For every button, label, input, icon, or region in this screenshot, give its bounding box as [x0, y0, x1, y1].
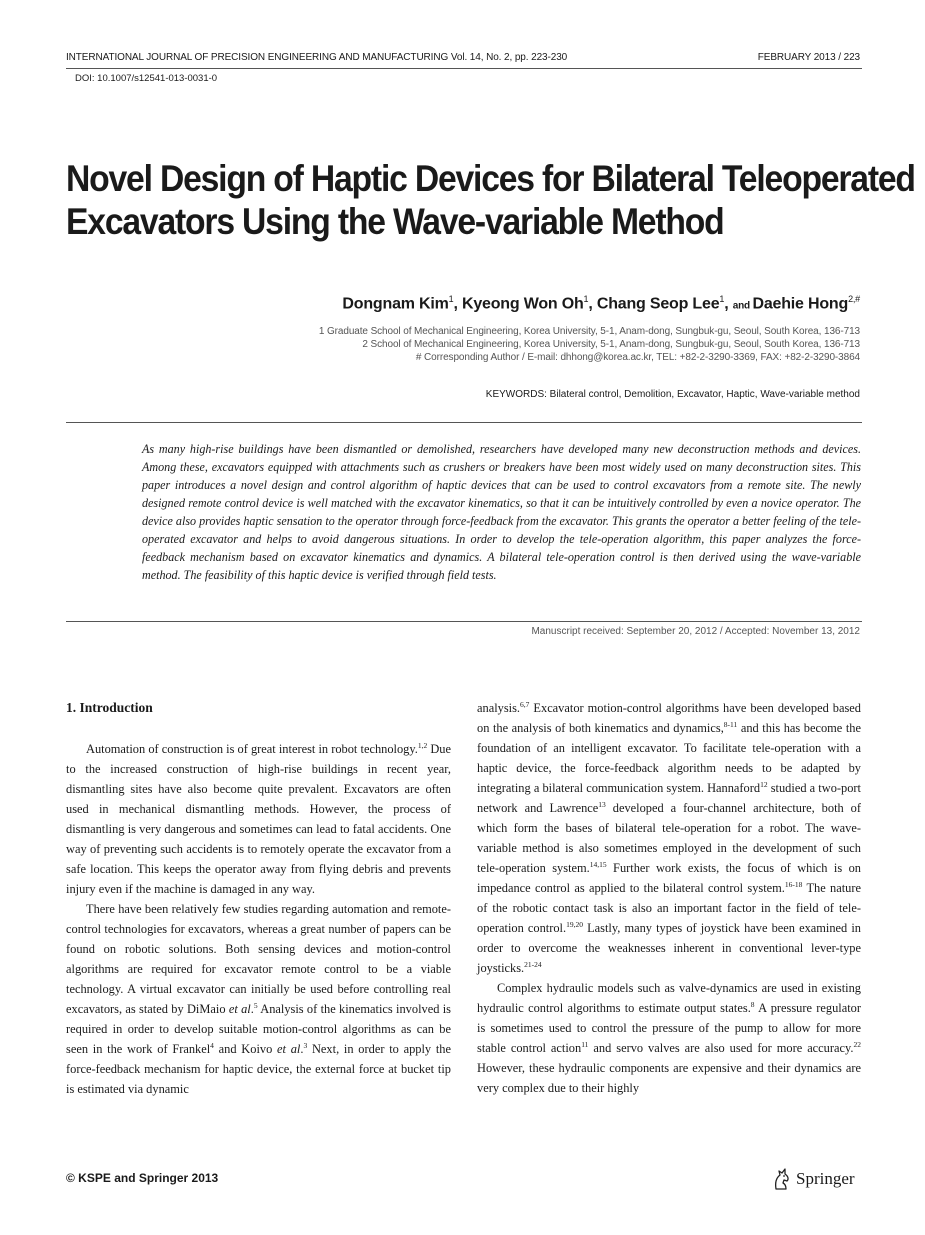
- abstract-top-rule: [66, 422, 862, 423]
- issue-date-page: FEBRUARY 2013 / 223: [757, 52, 860, 63]
- running-head: [66, 52, 860, 63]
- citation-ref: 1,2: [417, 740, 428, 750]
- citation-ref: 5: [253, 1000, 258, 1010]
- journal-info: INTERNATIONAL JOURNAL OF PRECISION ENGINEERING AND MANUFACTURING Vol. 14, No. 2, pp. 223-230: [66, 52, 568, 63]
- author-name: Dongnam Kim: [342, 295, 449, 313]
- citation-ref: 3: [303, 1040, 308, 1050]
- section-heading: 1. Introduction: [66, 700, 153, 715]
- title-line-1: Novel Design of Haptic Devices for Bilateral Teleoperated: [66, 158, 915, 199]
- doi: DOI: 10.1007/s12541-013-0031-0: [75, 73, 218, 84]
- keywords: KEYWORDS: Bilateral control, Demolition, Excavator, Haptic, Wave-variable method: [485, 389, 860, 400]
- citation-ref: 11: [581, 1039, 589, 1049]
- abstract: As many high-rise buildings have been dismantled or demolished, researchers have developed many new deconstruction methods and devices. Among these, excavators equipped with attachments such as crushers or breakers have been most widely used on many deconstruction sites. This paper introduces a novel design and control algorithm of haptic devices that can be used to control excavators from a remote site. The newly designed remote control device is well matched with the excavator kinematics, so that it can be intuitively controlled by even a novice operator. The device also provides haptic sensation to the operator through force-feedback from the excavator. This grants the operator a better feeling of the tele-operated excavator and helps to avoid dangerous situations. In order to develop the tele-operation algorithm, this paper analyzes the force-feedback mechanism based on excavator kinematics and dynamics. A bilateral tele-operation control is then derived using the wave-variable method. The feasibility of this haptic device is verified through field tests.: [142, 442, 861, 582]
- citation-ref: 14,15: [589, 859, 607, 869]
- affiliation-1: 1 Graduate School of Mechanical Engineering, Korea University, 5-1, Anam-dong, Sungbuk-gu, Seoul, South Korea, 136-713: [318, 326, 860, 337]
- paragraph-3: analysis.$^{6,7}$ Excavator motion-control algorithms have been developed based on the analysis of both kinematics and dynamics,$^{8-11}$ and this has become the foundation of an intelligent excavator. To facilitate tele-operation with a haptic device, the force-feedback algorithm needs to be adapted by integrating a bilateral communication system. Hannaford$^{12}$ studied a two-port network and Lawrence$^{13}$ developed a four-channel architecture, both of which form the bases of bilateral tele-operation for a robot. The wave-variable method is also sometimes employed in the development of such tele-operation system.$^{14,15}$ Further work exists, the focus of which is on impedance control as applied to the bilateral control system.$^{16-18}$ The nature of the robotic contact task is also an important factor in the field of tele-operation control.$^{19,20}$ Lastly, many types of joystick have been examined in order to overcome the weaknesses inherent in conventional lever-type joysticks.$^{21-24}$: [477, 699, 861, 975]
- citation-ref: 22: [853, 1039, 861, 1049]
- header-rule: [66, 68, 862, 69]
- author-affiliation-mark: 1: [719, 294, 725, 304]
- manuscript-dates: Manuscript received: September 20, 2012 / Accepted: November 13, 2012: [531, 626, 860, 637]
- author-affiliation-mark: 2,#: [848, 294, 860, 304]
- publisher-logo: [772, 1166, 855, 1192]
- left-column: [66, 700, 451, 1099]
- copyright: © KSPE and Springer 2013: [66, 1171, 219, 1185]
- paragraph-1: Automation of construction is of great interest in robot technology.$^{1,2}$ Due to the increased construction of high-rise buildings in recent year, dismantling sites have also become quite prevalent. Excavators are often used in mechanical dismantling methods. However, the process of dismantling is very dangerous and sometimes can lead to fatal accidents. One way of preventing such accidents is to remotely operate the excavator from a safe location. This keeps the operator away from flying debris and prevents injury even if the machine is damaged in any way.: [66, 740, 452, 896]
- paragraph-4: Complex hydraulic models such as valve-dynamics are used in existing hydraulic control algorithms to estimate output states.$^8$ A pressure regulator is sometimes used to control the pressure of the pump to allow for more stable control action$^{11}$ and servo valves are also used for more accuracy.$^{22}$ However, these hydraulic components are expensive and their dynamics are very complex due to their highly: [477, 981, 861, 1095]
- citation-ref: 21-24: [524, 959, 542, 969]
- citation-ref: 16-18: [784, 879, 803, 889]
- abstract-bottom-rule: [66, 621, 862, 622]
- paragraph-2: There have been relatively few studies regarding automation and remote-control technologies for excavators, whereas a great number of papers can be found on robotic solutions. Both sensing devices and motion-control algorithms are required for excavator remote control to be a viable technology. A virtual excavator can initially be used before controlling real excavators, as stated by DiMaio et al.$^5$ Analysis of the kinematics involved is required in order to develop suitable motion-control algorithms as can be seen in the work of Frankel$^4$ and Koivo et al.$^3$ Next, in order to apply the force-feedback mechanism for haptic device, the external force at bucket tip is estimated via dynamic: [66, 902, 451, 1096]
- paper-title: [66, 157, 915, 243]
- citation-ref: 19,20: [566, 919, 583, 929]
- author-affiliation-mark: 1: [448, 294, 454, 304]
- author-name: Daehie Hong: [752, 295, 849, 313]
- springer-wordmark: Springer: [796, 1169, 855, 1188]
- author-affiliation-mark: 1: [583, 294, 589, 304]
- citation-ref: 6,7: [520, 699, 530, 709]
- title-line-2: Excavators Using the Wave-variable Method: [66, 201, 724, 242]
- citation-ref: 8: [750, 999, 755, 1009]
- author-list: Dongnam Kim$^1$, Kyeong Won Oh$^1$, Chang Seop Lee$^1$, and Daehie Hong$^{2,\#}$: [342, 294, 860, 313]
- author-name: Chang Seop Lee: [596, 295, 720, 313]
- corresponding-author: # Corresponding Author / E-mail: dhhong@korea.ac.kr, TEL: +82-2-3290-3369, FAX: +82-2-3290-3864: [415, 352, 860, 363]
- citation-ref: 4: [210, 1040, 214, 1050]
- springer-horse-icon: [772, 1167, 792, 1191]
- author-name: Kyeong Won Oh: [461, 295, 584, 313]
- affiliation-2: 2 School of Mechanical Engineering, Korea University, 5-1, Anam-dong, Sungbuk-gu, Seoul, South Korea, 136-713: [362, 339, 860, 350]
- right-column: [477, 698, 861, 1098]
- citation-ref: 8-11: [723, 719, 738, 729]
- author-conjunction: and: [732, 300, 753, 312]
- citation-ref: 13: [598, 799, 606, 809]
- citation-ref: 12: [760, 779, 768, 789]
